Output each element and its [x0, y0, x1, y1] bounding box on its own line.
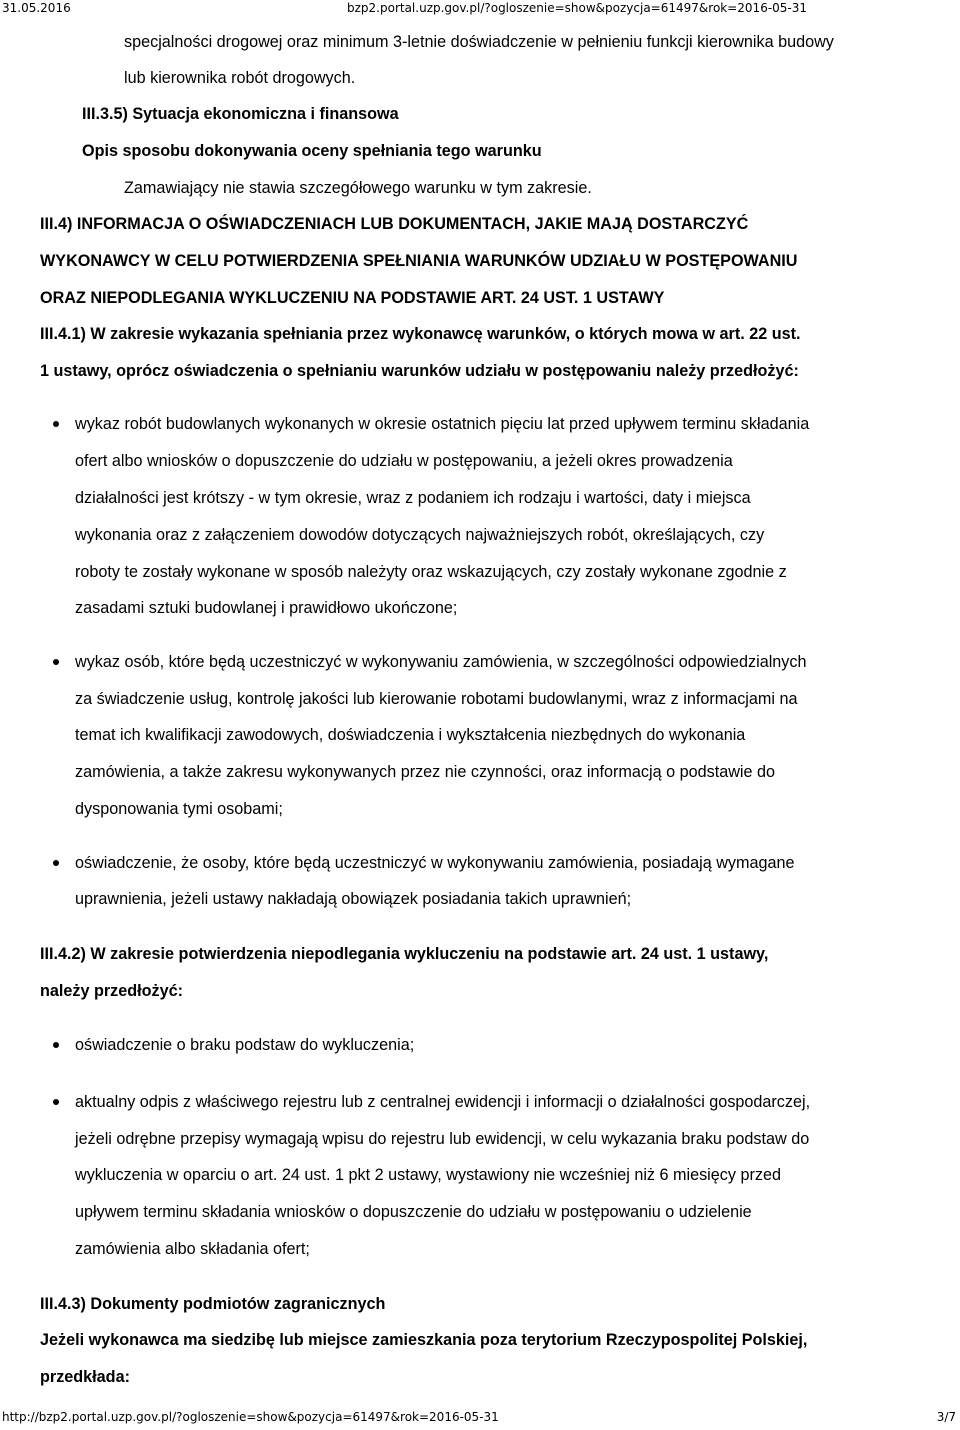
list-item-line: zasadami sztuki budowlanej i prawidłowo ukończone;	[75, 599, 458, 617]
list-item-line: jeżeli odrębne przepisy wymagają wpisu do rejestru lub ewidencji, w celu wykazania braku podstaw do	[75, 1130, 810, 1148]
bullet-icon	[53, 659, 59, 665]
subsection-heading: III.4.3) Dokumenty podmiotów zagranicznych	[40, 1295, 386, 1313]
list-item-line: zamówienia albo składania ofert;	[75, 1240, 310, 1258]
paragraph-bold: Jeżeli wykonawca ma siedzibę lub miejsce zamieszkania poza terytorium Rzeczypospolitej Polskiej,	[40, 1331, 808, 1349]
list-item-line: ofert albo wniosków o dopuszczenie do udziału w postępowaniu, a jeżeli okres prowadzenia	[75, 452, 733, 470]
page-header	[0, 0, 960, 18]
subsection-heading: Opis sposobu dokonywania oceny spełniania tego warunku	[82, 142, 542, 160]
list-item-line: dysponowania tymi osobami;	[75, 800, 283, 818]
bullet-icon	[53, 1099, 59, 1105]
footer-url: http://bzp2.portal.uzp.gov.pl/?ogloszenie=show&pozycja=61497&rok=2016-05-31	[2, 1410, 499, 1424]
bullet-icon	[53, 421, 59, 427]
list-item-line: temat ich kwalifikacji zawodowych, doświadczenia i wykształcenia niezbędnych do wykonania	[75, 726, 746, 744]
section-heading: III.4) INFORMACJA O OŚWIADCZENIACH LUB DOKUMENTACH, JAKIE MAJĄ DOSTARCZYĆ	[40, 215, 749, 233]
list-item-line: wykaz robót budowlanych wykonanych w okresie ostatnich pięciu lat przed upływem terminu składania	[75, 415, 810, 433]
list-item-line: uprawnienia, jeżeli ustawy nakładają obowiązek posiadania takich uprawnień;	[75, 890, 632, 908]
paragraph-bold: przedkłada:	[40, 1368, 130, 1386]
list-item-line: wykonania oraz z załączeniem dowodów dotyczących najważniejszych robót, określających, czy	[75, 526, 765, 544]
list-item-line: upływem terminu składania wniosków o dopuszczenie do udziału w postępowaniu o udzielenie	[75, 1203, 752, 1221]
page-footer	[0, 1410, 960, 1428]
section-heading: WYKONAWCY W CELU POTWIERDZENIA SPEŁNIANIA WARUNKÓW UDZIAŁU W POSTĘPOWANIU	[40, 252, 798, 270]
bullet-icon	[53, 860, 59, 866]
subsection-heading: należy przedłożyć:	[40, 982, 184, 1000]
subsection-heading: III.4.1) W zakresie wykazania spełniania przez wykonawcę warunków, o których mowa w art. 22 ust.	[40, 325, 801, 343]
page-number: 3/7	[936, 1410, 956, 1424]
intro-line: lub kierownika robót drogowych.	[124, 69, 356, 87]
bullet-icon	[53, 1042, 59, 1048]
list-item-line: za świadczenie usług, kontrolę jakości lub kierowanie robotami budowlanymi, wraz z informacjami na	[75, 690, 798, 708]
list-item-line: działalności jest krótszy - w tym okresie, wraz z podaniem ich rodzaju i wartości, daty i miejsca	[75, 489, 751, 507]
list-item-line: wykaz osób, które będą uczestniczyć w wykonywaniu zamówienia, w szczególności odpowiedzialnych	[75, 653, 807, 671]
list-item-line: roboty te zostały wykonane w sposób należyty oraz wskazujących, czy zostały wykonane zgodnie z	[75, 563, 787, 581]
list-item-line: oświadczenie o braku podstaw do wykluczenia;	[75, 1036, 415, 1054]
paragraph: Zamawiający nie stawia szczegółowego warunku w tym zakresie.	[124, 179, 592, 197]
intro-line: specjalności drogowej oraz minimum 3-letnie doświadczenie w pełnieniu funkcji kierownika budowy	[124, 33, 834, 51]
section-heading: III.3.5) Sytuacja ekonomiczna i finansowa	[82, 105, 399, 123]
section-heading: ORAZ NIEPODLEGANIA WYKLUCZENIU NA PODSTAWIE ART. 24 UST. 1 USTAWY	[40, 289, 665, 307]
header-url: bzp2.portal.uzp.gov.pl/?ogloszenie=show&pozycja=61497&rok=2016-05-31	[347, 1, 808, 15]
list-item-line: wykluczenia w oparciu o art. 24 ust. 1 pkt 2 ustawy, wystawiony nie wcześniej niż 6 miesięcy przed	[75, 1166, 781, 1184]
list-item-line: oświadczenie, że osoby, które będą uczestniczyć w wykonywaniu zamówienia, posiadają wymagane	[75, 854, 795, 872]
subsection-heading: III.4.2) W zakresie potwierdzenia niepodlegania wykluczeniu na podstawie art. 24 ust. 1 ustawy,	[40, 945, 769, 963]
list-item-line: aktualny odpis z właściwego rejestru lub z centralnej ewidencji i informacji o działalności gospodarczej,	[75, 1093, 811, 1111]
list-item-line: zamówienia, a także zakresu wykonywanych przez nie czynności, oraz informacją o podstawie do	[75, 763, 775, 781]
subsection-heading: 1 ustawy, oprócz oświadczenia o spełnianiu warunków udziału w postępowaniu należy przedłożyć:	[40, 362, 799, 380]
print-date: 31.05.2016	[2, 1, 71, 15]
